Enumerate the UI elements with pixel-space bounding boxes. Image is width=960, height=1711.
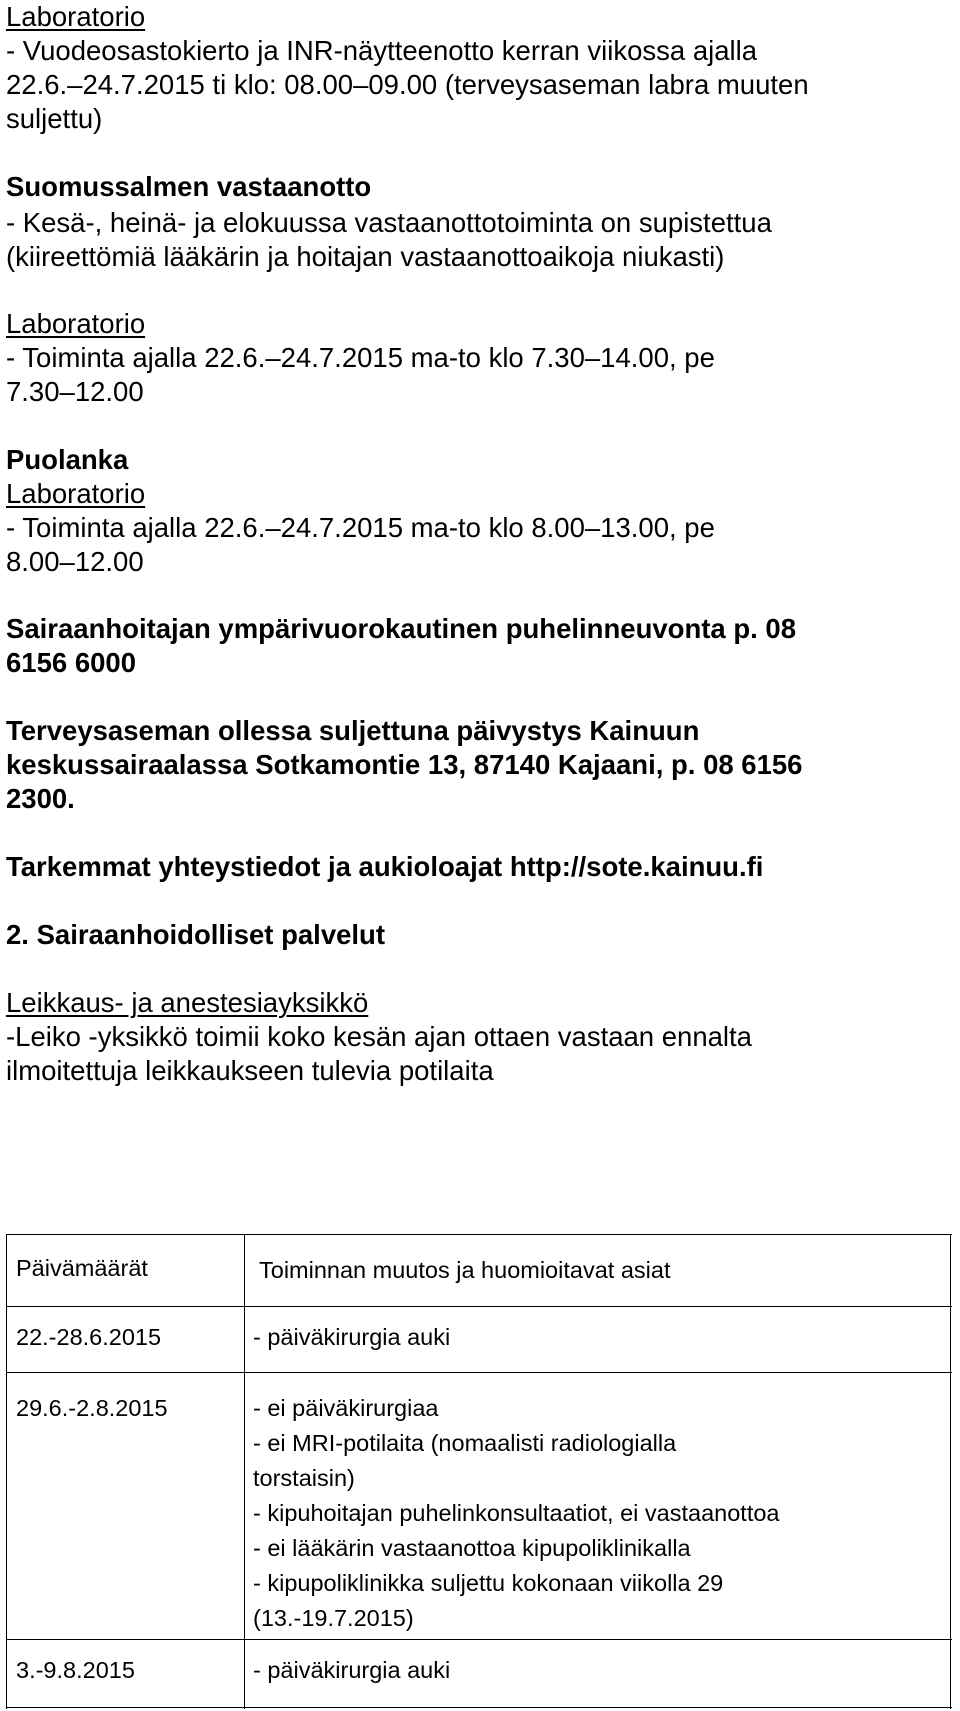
lab3-heading: Laboratorio [6,478,146,509]
table-cell-change: - päiväkirurgia auki [253,1657,451,1683]
nurse-helpline-line: 6156 6000 [6,647,136,678]
table-cell-change: - päiväkirurgia auki [253,1324,451,1350]
puolanka-heading: Puolanka [6,444,129,475]
table-border [6,1234,952,1235]
lab2-text-line: 7.30–12.00 [6,376,144,407]
suomussalmi-text-line: - Kesä-, heinä- ja elokuussa vastaanottotoiminta on supistettua [6,207,772,238]
lab2-text-line: - Toiminta ajalla 22.6.–24.7.2015 ma-to klo 7.30–14.00, pe [6,342,715,373]
table-border [6,1234,7,1709]
lab1-text-line: - Vuodeosastokierto ja INR-näytteenotto kerran viikossa ajalla [6,35,758,66]
contact-info-line: Tarkemmat yhteystiedot ja aukioloajat http://sote.kainuu.fi [6,851,764,882]
lab1-heading: Laboratorio [6,1,146,32]
table-border [950,1234,951,1709]
suomussalmi-heading: Suomussalmen vastaanotto [6,171,372,202]
schedule-table [6,1234,952,1709]
table-cell-date: 3.-9.8.2015 [16,1657,135,1683]
table-cell-change: - ei MRI-potilaita (nomaalisti radiologialla [253,1430,677,1456]
table-cell-date: 22.-28.6.2015 [16,1324,162,1350]
table-cell-change: torstaisin) [253,1465,355,1491]
table-border [6,1306,952,1307]
lab3-text-line: 8.00–12.00 [6,546,144,577]
table-cell-change: - kipuhoitajan puhelinkonsultaatiot, ei vastaanottoa [253,1500,780,1526]
lab3-text-line: - Toiminta ajalla 22.6.–24.7.2015 ma-to klo 8.00–13.00, pe [6,512,715,543]
table-cell-change: - kipupoliklinikka suljettu kokonaan viikolla 29 [253,1570,724,1596]
table-border [6,1639,952,1640]
table-cell-change: - ei päiväkirurgiaa [253,1395,439,1421]
table-header-changes: Toiminnan muutos ja huomioitavat asiat [259,1257,671,1283]
emergency-line: Terveysaseman ollessa suljettuna päivystys Kainuun [6,715,700,746]
emergency-line: keskussairaalassa Sotkamontie 13, 87140 Kajaani, p. 08 6156 [6,749,803,780]
surgery-text-line: ilmoitettuja leikkaukseen tulevia potilaita [6,1055,494,1086]
table-border [6,1707,952,1708]
lab2-heading: Laboratorio [6,308,146,339]
nurse-helpline-line: Sairaanhoitajan ympärivuorokautinen puhelinneuvonta p. 08 [6,613,797,644]
emergency-line: 2300. [6,783,75,814]
surgery-text-line: -Leiko -yksikkö toimii koko kesän ajan ottaen vastaan ennalta [6,1021,752,1052]
lab1-text-line: 22.6.–24.7.2015 ti klo: 08.00–09.00 (terveysaseman labra muuten [6,69,809,100]
table-border [6,1372,952,1373]
table-cell-change: - ei lääkärin vastaanottoa kipupoliklinikalla [253,1535,691,1561]
table-header-dates: Päivämäärät [16,1255,148,1281]
suomussalmi-text-line: (kiireettömiä lääkärin ja hoitajan vastaanottoaikoja niukasti) [6,241,725,272]
table-border [244,1234,245,1709]
table-cell-change: (13.-19.7.2015) [253,1605,414,1631]
surgery-heading: Leikkaus- ja anestesiayksikkö [6,987,369,1018]
lab1-text-line: suljettu) [6,103,103,134]
table-cell-date: 29.6.-2.8.2015 [16,1395,168,1421]
section2-heading: 2. Sairaanhoidolliset palvelut [6,919,385,950]
